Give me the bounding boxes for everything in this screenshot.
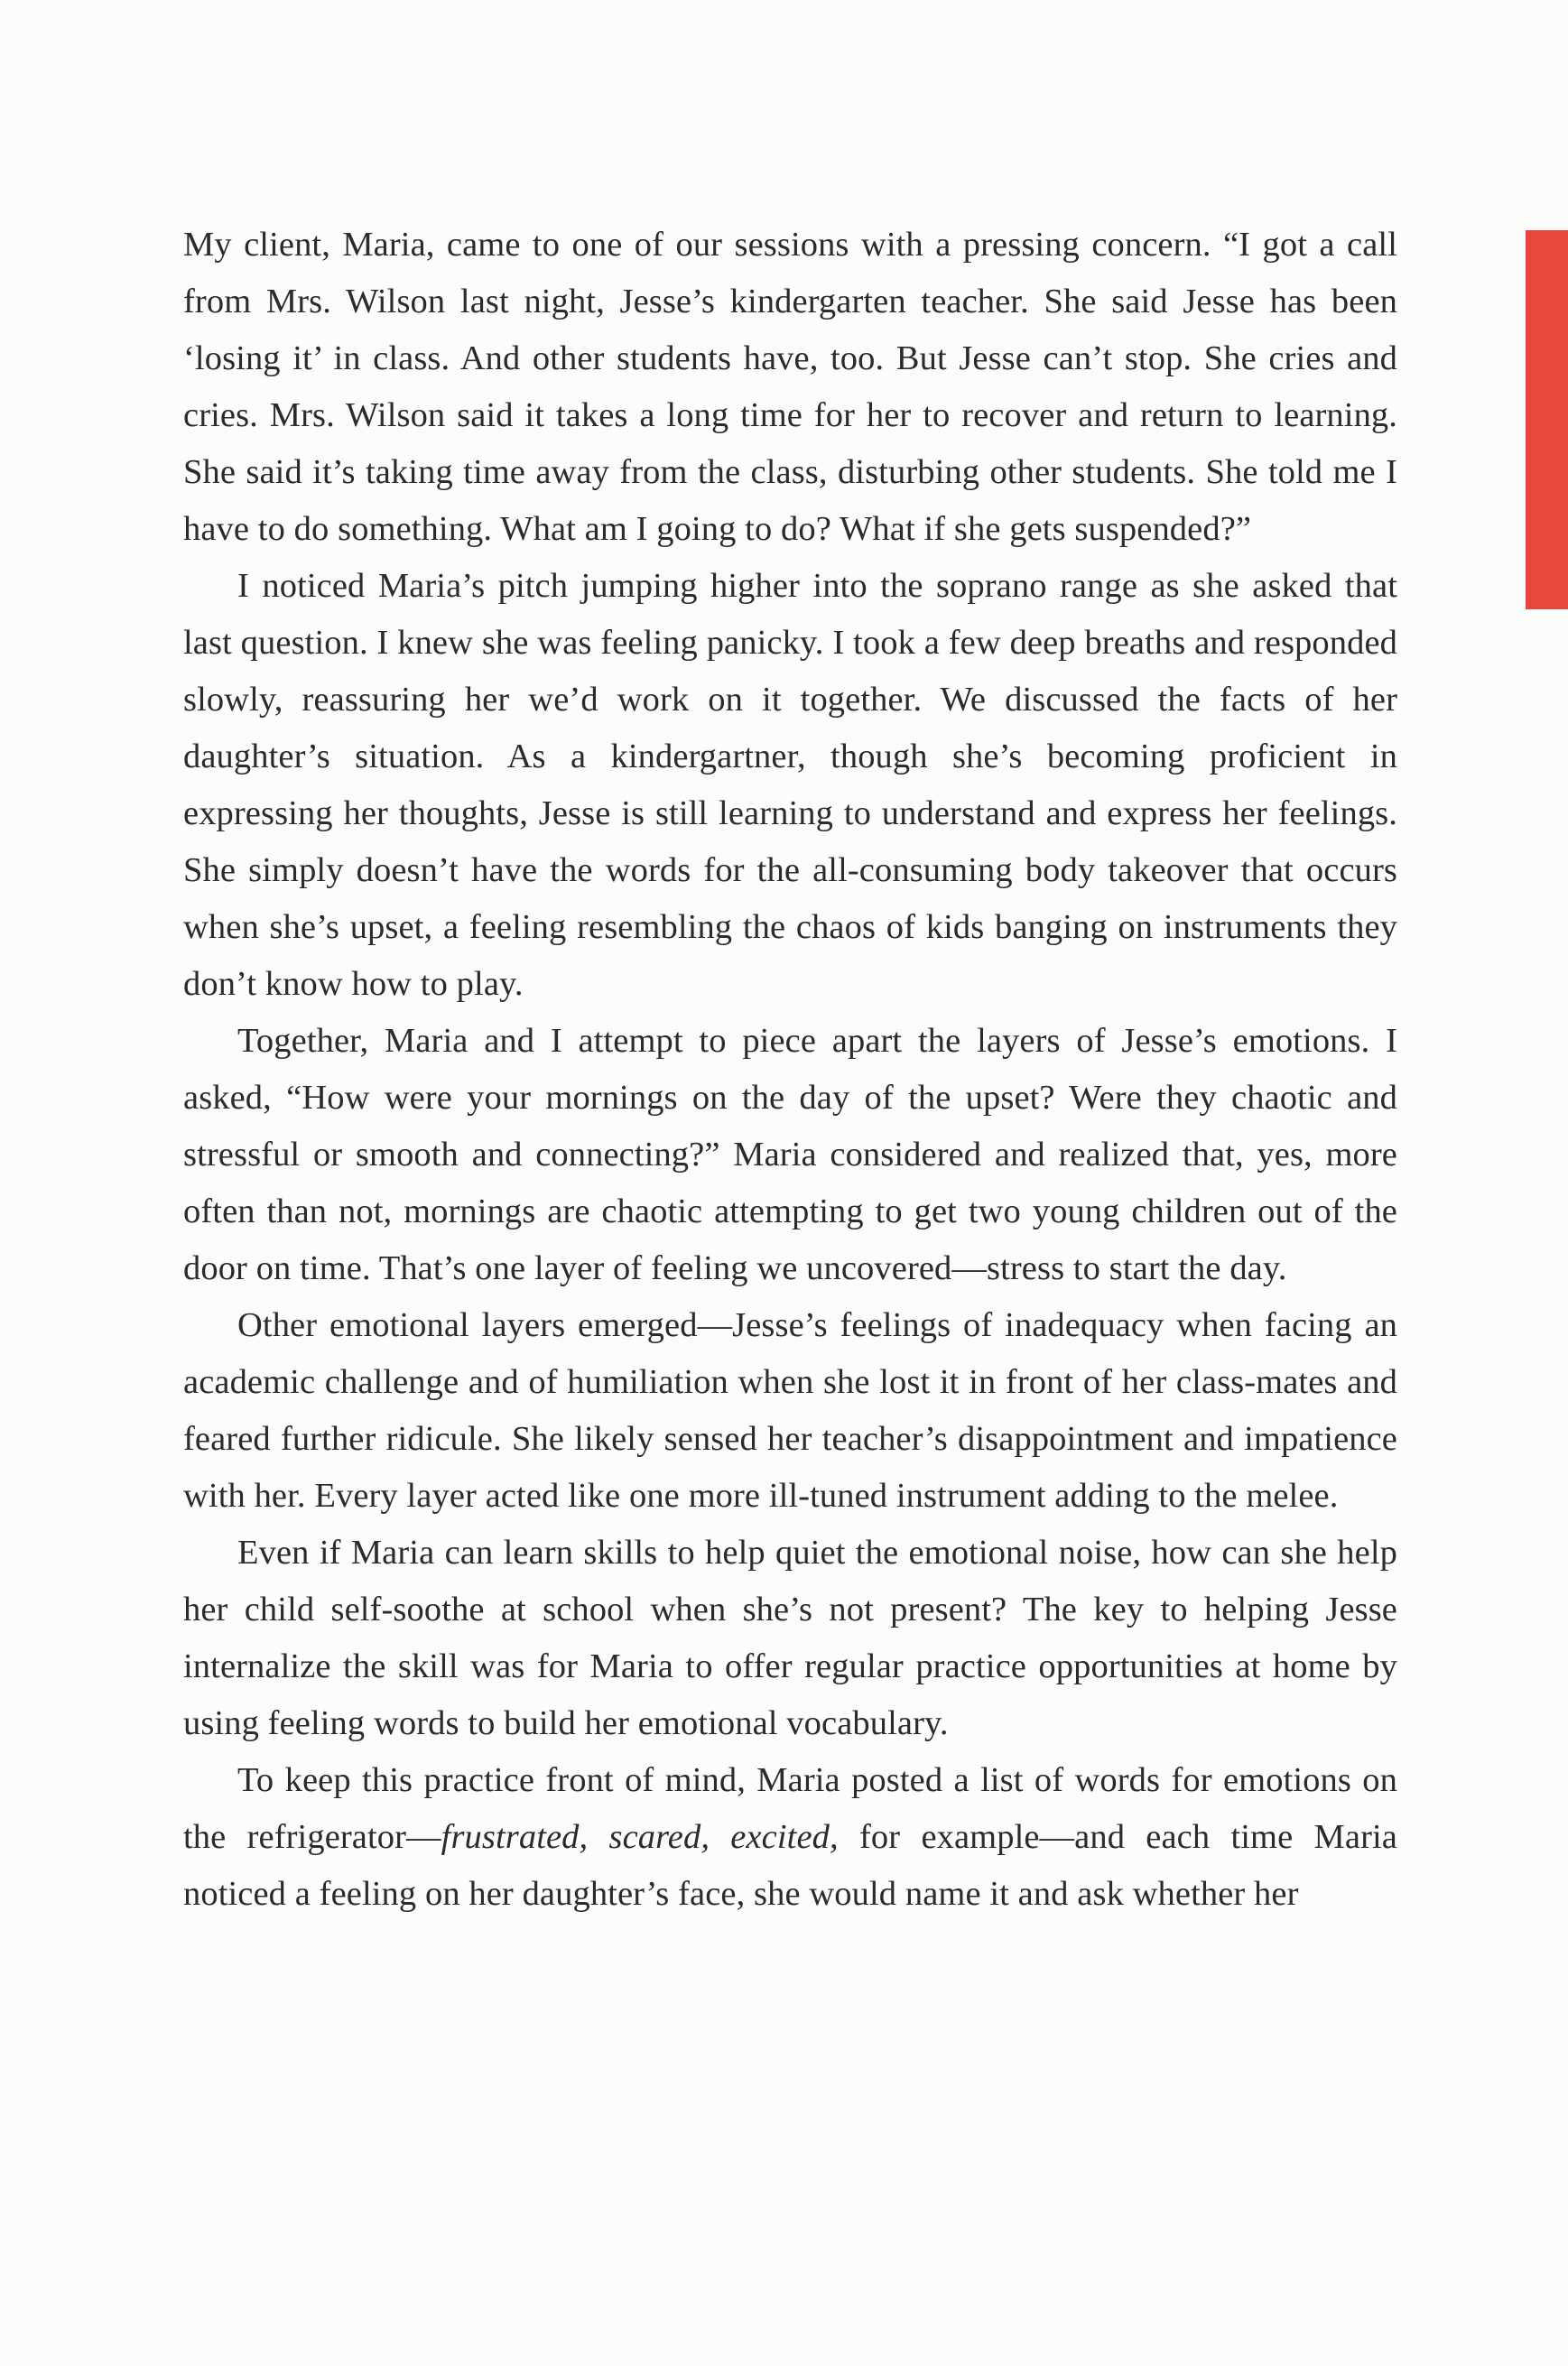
- paragraph-6: [183, 1752, 1397, 1923]
- paragraph-2: I noticed Maria’s pitch jumping higher into the soprano range as she asked that last question. I knew she was feeling panicky. I took a few deep breaths and responded slowly, reassuring her we’d work on it together. We discussed the facts of her daughter’s situation. As a kindergartner, though she’s becoming proficient in expressing her thoughts, Jesse is still learning to understand and express her feelings. She simply doesn’t have the words for the all-consuming body takeover that occurs when she’s upset, a feeling resembling the chaos of kids banging on instruments they don’t know how to play.: [183, 567, 1397, 1003]
- paragraph-6-italic: frustrated, scared, excited,: [441, 1818, 839, 1856]
- paragraph-5: Even if Maria can learn skills to help quiet the emotional noise, how can she help her child self-soothe at school when she’s not present? The key to helping Jesse internalize the skill was for Maria to offer regular practice opportunities at home by using feeling words to build her emotional vocabulary.: [183, 1534, 1397, 1742]
- paragraph-1: My client, Maria, came to one of our sessions with a pressing concern. “I got a call from Mrs. Wilson last night, Jesse’s kindergarten teacher. She said Jesse has been ‘losing it’ in class. And other students have, too. But Jesse can’t stop. She cries and cries. Mrs. Wilson said it takes a long time for her to recover and return to learning. She said it’s taking time away from the class, disturbing other students. She told me I have to do something. What am I going to do? What if she gets suspended?”: [183, 226, 1397, 548]
- paragraph-6-start: To keep this practice front of mind, Maria posted a list of words for emotions on the refrigerator—: [183, 1761, 1397, 1856]
- paragraph-6-end: for example—and each time Maria noticed a feeling on her daughter’s face, she would name it and ask whether her: [183, 1818, 1397, 1913]
- paragraph-3: Together, Maria and I attempt to piece apart the layers of Jesse’s emotions. I asked, “How were your mornings on the day of the upset? Were they chaotic and stressful or smooth and connecting?” Maria considered and realized that, yes, more often than not, mornings are chaotic attempting to get two young children out of the door on time. That’s one layer of feeling we uncovered—stress to start the day.: [183, 1022, 1397, 1287]
- chapter-thumb-tab: [1526, 230, 1568, 609]
- paragraph-4: Other emotional layers emerged—Jesse’s feelings of inadequacy when facing an academic challenge and of humiliation when she lost it in front of her class-mates and feared further ridicule. She likely sensed her teacher’s disappointment and impatience with her. Every layer acted like one more ill-tuned instrument adding to the melee.: [183, 1306, 1397, 1515]
- body-text: [183, 217, 1397, 1923]
